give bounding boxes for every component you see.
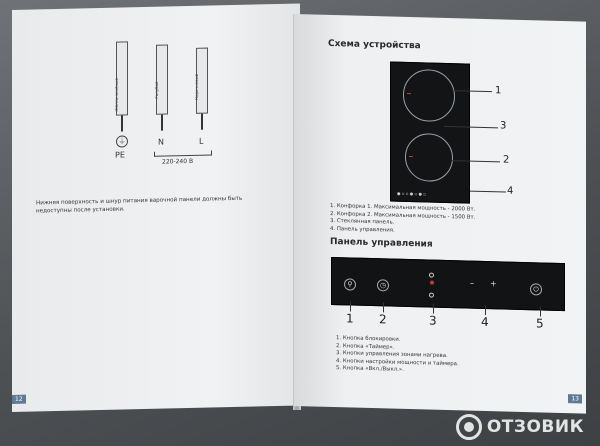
page-number-left: 12 <box>12 395 26 404</box>
minus-button: – <box>470 278 474 288</box>
legend-item: 5. Кнопка «Вкл./Выкл.». <box>336 365 404 374</box>
control-legend <box>336 335 459 376</box>
control-number-2: 2 <box>379 312 387 327</box>
plus-button: + <box>490 279 497 289</box>
callout-4: 4 <box>507 185 514 197</box>
left-page <box>12 3 300 412</box>
control-pointer-4 <box>485 305 486 315</box>
legend-item: 2. Кнопка «Таймер». <box>336 342 395 351</box>
wire-pe-label: Жёлто-зелёный <box>114 78 119 112</box>
device-legend <box>330 203 475 237</box>
burner-1 <box>403 69 455 122</box>
otzovik-logo-icon <box>456 414 482 440</box>
callout-3: 3 <box>500 120 507 132</box>
wire-l-label: Коричневый <box>194 73 199 100</box>
legend-item: 4. Панель управления. <box>330 225 395 234</box>
callout-1: 1 <box>495 85 502 97</box>
legend-item: 1. Кнопка блокировки. <box>336 335 401 343</box>
cooktop-control-strip: ● ▫ ▫ ● ▫ ● ▫ <box>397 190 426 197</box>
lock-icon: ⚲ <box>344 278 356 290</box>
burner-2-mark <box>409 156 413 157</box>
legend-item: 2. Конфорка 2. Максимальная мощность - 1500 Вт. <box>330 210 476 221</box>
wire-n-tip <box>161 115 163 131</box>
control-number-1: 1 <box>346 311 354 326</box>
zone-1-led <box>430 281 434 285</box>
ground-icon: ⏚ <box>116 135 128 147</box>
watermark-text: ОТЗОВИК <box>486 417 584 437</box>
wire-n <box>156 44 168 114</box>
page-number-right: 13 <box>568 394 582 403</box>
wire-l-tip <box>201 114 203 130</box>
voltage-label: 220-240 В <box>162 157 194 166</box>
control-number-4: 4 <box>481 314 489 330</box>
callout-line-4 <box>470 191 506 193</box>
legend-item: 3. Кнопки управления зонами нагрева. <box>336 350 448 360</box>
control-number-3: 3 <box>429 313 437 328</box>
legend-item: 1. Конфорка 1. Максимальная мощность - 2000 Вт. <box>330 202 476 213</box>
control-pointer-3 <box>433 304 434 314</box>
wire-n-label: Голубой <box>154 81 159 99</box>
zone-1-indicator <box>429 273 434 278</box>
control-pointer-1 <box>350 301 351 311</box>
control-pointer-2 <box>383 302 384 312</box>
terminal-n: N <box>158 137 164 147</box>
terminal-pe: PE <box>115 150 125 160</box>
device-scheme-title: Схема устройства <box>328 38 421 52</box>
legend-item: 3. Стеклянная панель. <box>330 218 395 226</box>
callout-2: 2 <box>503 154 510 166</box>
control-panel-title: Панель управления <box>330 236 433 250</box>
burner-1-mark <box>407 93 411 94</box>
control-panel-diagram <box>331 257 565 311</box>
control-pointer-5 <box>540 306 541 316</box>
wire-pe-tip <box>121 115 123 131</box>
legend-item: 4. Кнопки настройки мощности и таймера. <box>336 357 459 368</box>
right-page <box>294 14 586 414</box>
zone-2-indicator <box>429 293 434 298</box>
timer-icon: ◷ <box>377 279 389 291</box>
burner-2 <box>405 133 453 182</box>
power-icon: ⏻ <box>530 283 542 295</box>
installation-note: Нижняя поверхность и шнур питания варочной панели должны быть недоступны после установки. <box>36 195 243 215</box>
cooktop-diagram <box>390 62 470 204</box>
control-number-5: 5 <box>536 316 544 331</box>
voltage-bracket <box>154 150 212 156</box>
otzovik-watermark <box>456 414 584 440</box>
terminal-l: L <box>199 136 204 146</box>
